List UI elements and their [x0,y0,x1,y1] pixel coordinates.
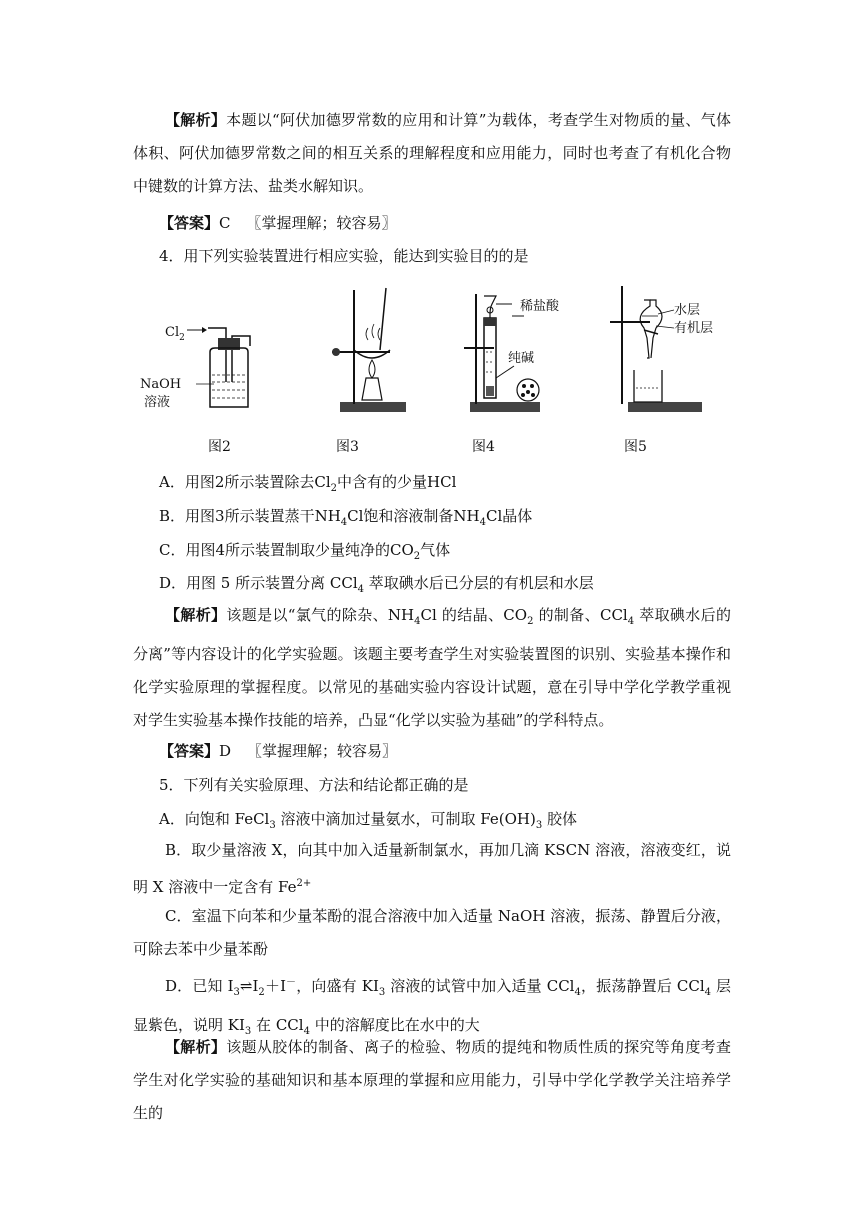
q4-option-a: A．用图2所示装置除去$Cl_2$中含有的少量HCl [159,473,457,494]
figure-5-separatory-funnel [600,282,730,432]
q5-option-a: A．向饱和 FeCl$_3$ 溶液中滴加过量氨水，可制取 $Fe(OH)_3$ 胶体 [159,810,577,831]
figure-2-gas-washing-bottle [130,282,280,432]
analysis-tag: 【解析】 [165,606,227,624]
q5-option-c: C．室温下向苯和少量苯酚的混合溶液中加入适量 NaOH 溶液，振荡、静置后分液，可除去苯中少量苯酚 [133,907,731,958]
q4-option-c: C．用图4所示装置制取少量纯净的$CO_2$气体 [159,541,451,562]
q3-analysis [133,104,731,203]
answer-tag: 【答案】 [159,214,220,232]
label-naoh: NaOH [140,377,182,392]
answer-tag: 【答案】 [159,742,220,760]
figure-3-evaporation [310,282,420,432]
label-solution: 溶液 [144,395,171,410]
q4-answer-note: 〖掌握理解；较容易〗 [247,742,398,760]
q5-analysis: 【解析】该题从胶体的制备、离子的检验、物质的提纯和物质性质的探究等角度考查学生对化学实验的基础知识和基本原理的掌握和应用能力，引导中学化学教学关注培养学生的 [133,1038,731,1122]
q5-stem: 5．下列有关实验原理、方法和结论都正确的是 [159,776,469,794]
q4-answer-value: D [219,742,232,760]
q4-stem: 4．用下列实验装置进行相应实验，能达到实验目的的是 [159,247,529,265]
label-soda-ash: 纯碱 [508,351,535,366]
q5-option-b: B．取少量溶液 X，向其中加入适量新制氯水，再加几滴 KSCN 溶液，溶液变红，说明 X 溶液中一定含有 $Fe^{2+}$ [133,841,731,896]
figure-3-caption: 图3 [336,439,359,455]
figure-4-caption: 图4 [472,439,495,455]
q3-answer-note: 〖掌握理解；较容易〗 [246,214,397,232]
label-organic-layer: 有机层 [674,321,714,336]
q4-option-d: D．用图 5 所示装置分离 CCl$_4$ 萃取碘水后已分层的有机层和水层 [159,574,594,595]
q3-answer [159,212,397,234]
q4-analysis: 【解析】该题是以“氯气的除杂、$NH_4Cl$ 的结晶、$CO_2$ 的制备、CCl$_4$ 萃取碘水后的分离”等内容设计的化学实验题。该题主要考查学生对实验装置图的识别、实验基本操作和化学实验原理的掌握程度。以常见的基础实验内容设计试题，意在引导中学化学教学重视对学生实验基本操作技能的培养，凸显“化学以实验为基础”的学科特点。 [133,606,731,729]
figure-4-gas-generator [450,282,600,432]
q4-option-b: B．用图3所示装置蒸干$NH_4Cl$饱和溶液制备$NH_4Cl$晶体 [159,507,533,528]
figure-5-caption: 图5 [624,439,647,455]
q3-analysis-text: 本题以“阿伏加德罗常数的应用和计算”为载体，考查学生对物质的量、气体体积、阿伏加德罗常数之间的相互关系的理解程度和应用能力，同时也考查了有机化合物中键数的计算方法、盐类水解知识。 [133,111,731,195]
figure-2-caption: 图2 [208,439,231,455]
q5-option-d: D．已知 $I_3\rightleftharpoons I_2+I^-$，向盛有 $KI_3$ 溶液的试管中加入适量 CCl$_4$，振荡静置后 CCl$_4$ 层显紫色，说明 $KI_3$ 在 CCl$_4$ 中的溶解度比在水中的大 [133,977,731,1037]
analysis-tag: 【解析】 [165,111,227,129]
label-water-layer: 水层 [674,303,701,318]
q3-answer-value: C [219,214,231,232]
q4-answer [159,740,397,762]
label-cl2: $Cl_2$ [165,325,185,343]
apparatus-figures [130,282,740,462]
analysis-tag: 【解析】 [165,1038,227,1056]
label-dilute-hcl: 稀盐酸 [520,299,560,314]
